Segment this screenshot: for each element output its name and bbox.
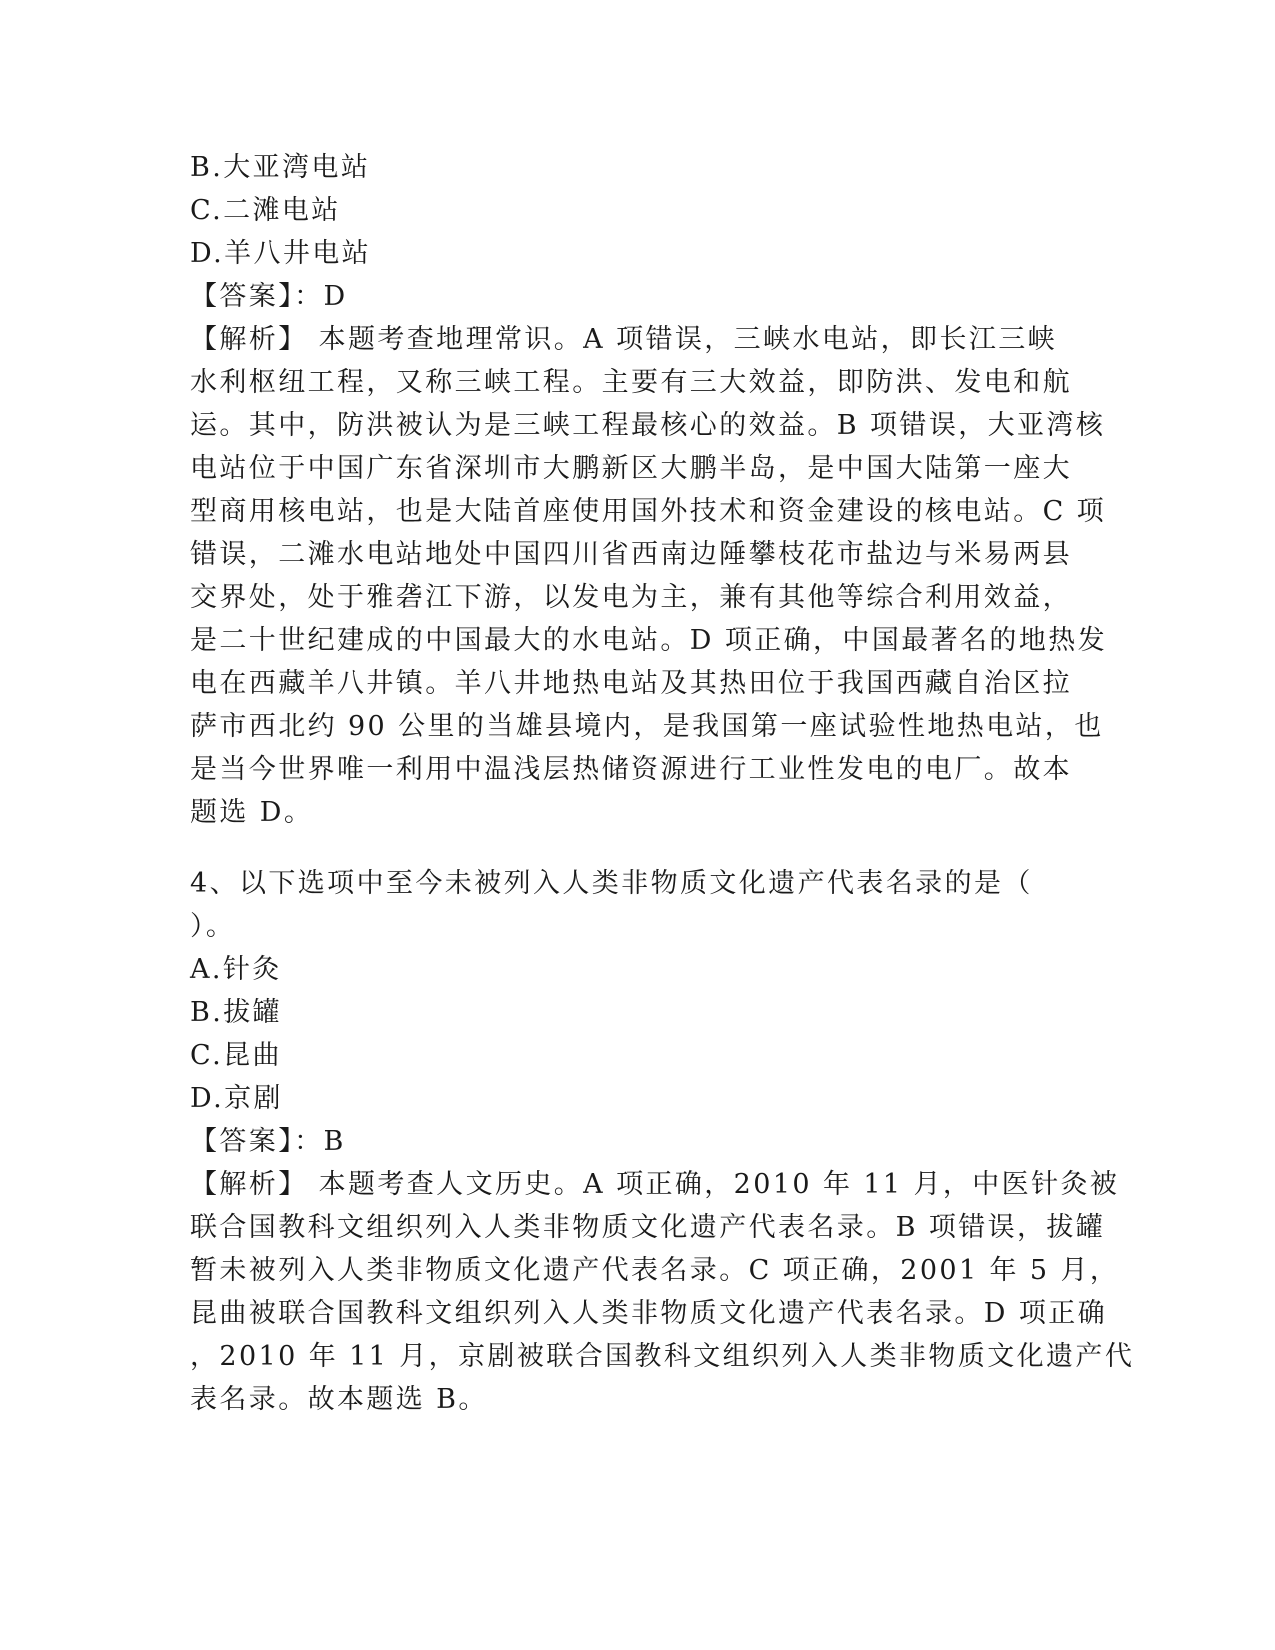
analysis-line: 联合国教科文组织列入人类非物质文化遗产代表名录。B 项错误，拔罐 — [190, 1212, 1106, 1243]
answer-line: 【答案】：B — [190, 1126, 346, 1157]
option-b: B.拔罐 — [190, 997, 283, 1028]
analysis-line: 错误，二滩水电站地处中国四川省西南边陲攀枝花市盐边与米易两县 — [190, 539, 1072, 570]
analysis-line: 题选 D。 — [190, 797, 314, 828]
analysis-line: 运。其中，防洪被认为是三峡工程最核心的效益。B 项错误，大亚湾核 — [190, 410, 1106, 441]
option-c: C.昆曲 — [190, 1040, 282, 1071]
analysis-line: 型商用核电站，也是大陆首座使用国外技术和资金建设的核电站。C 项 — [190, 496, 1107, 527]
analysis-line: 是当今世界唯一利用中温浅层热储资源进行工业性发电的电厂。故本 — [190, 754, 1072, 785]
answer-line: 【答案】：D — [190, 281, 348, 312]
option-b: B.大亚湾电站 — [190, 152, 371, 183]
analysis-line: 水利枢纽工程，又称三峡工程。主要有三大效益，即防洪、发电和航 — [190, 367, 1072, 398]
analysis-line: 电在西藏羊八井镇。羊八井地热电站及其热田位于我国西藏自治区拉 — [190, 668, 1072, 699]
analysis-line: 暂未被列入人类非物质文化遗产代表名录。C 项正确，2001 年 5 月， — [190, 1255, 1120, 1286]
analysis-line: 是二十世纪建成的中国最大的水电站。D 项正确，中国最著名的地热发 — [190, 625, 1108, 656]
option-d: D.羊八井电站 — [190, 238, 372, 269]
analysis-line: 表名录。故本题选 B。 — [190, 1384, 488, 1415]
question-3-continuation — [190, 146, 1108, 834]
question-4 — [190, 862, 1135, 1421]
option-c: C.二滩电站 — [190, 195, 341, 226]
analysis-line: 交界处，处于雅砻江下游，以发电为主，兼有其他等综合利用效益， — [190, 582, 1072, 613]
option-a: A.针灸 — [190, 954, 282, 985]
analysis-line: 萨市西北约 90 公里的当雄县境内，是我国第一座试验性地热电站，也 — [190, 711, 1104, 742]
analysis-line: 昆曲被联合国教科文组织列入人类非物质文化遗产代表名录。D 项正确 — [190, 1298, 1108, 1329]
analysis-line: 【解析】 本题考查地理常识。A 项错误，三峡水电站，即长江三峡 — [190, 324, 1058, 355]
question-text: 4、以下选项中至今未被列入人类非物质文化遗产代表名录的是（ — [190, 868, 1033, 899]
analysis-line: 电站位于中国广东省深圳市大鹏新区大鹏半岛，是中国大陆第一座大 — [190, 453, 1072, 484]
question-text: ）。 — [190, 911, 236, 942]
analysis-line: ，2010 年 11 月，京剧被联合国教科文组织列入人类非物质文化遗产代 — [190, 1341, 1135, 1372]
analysis-line: 【解析】 本题考查人文历史。A 项正确，2010 年 11 月，中医针灸被 — [190, 1169, 1120, 1200]
option-d: D.京剧 — [190, 1083, 283, 1114]
